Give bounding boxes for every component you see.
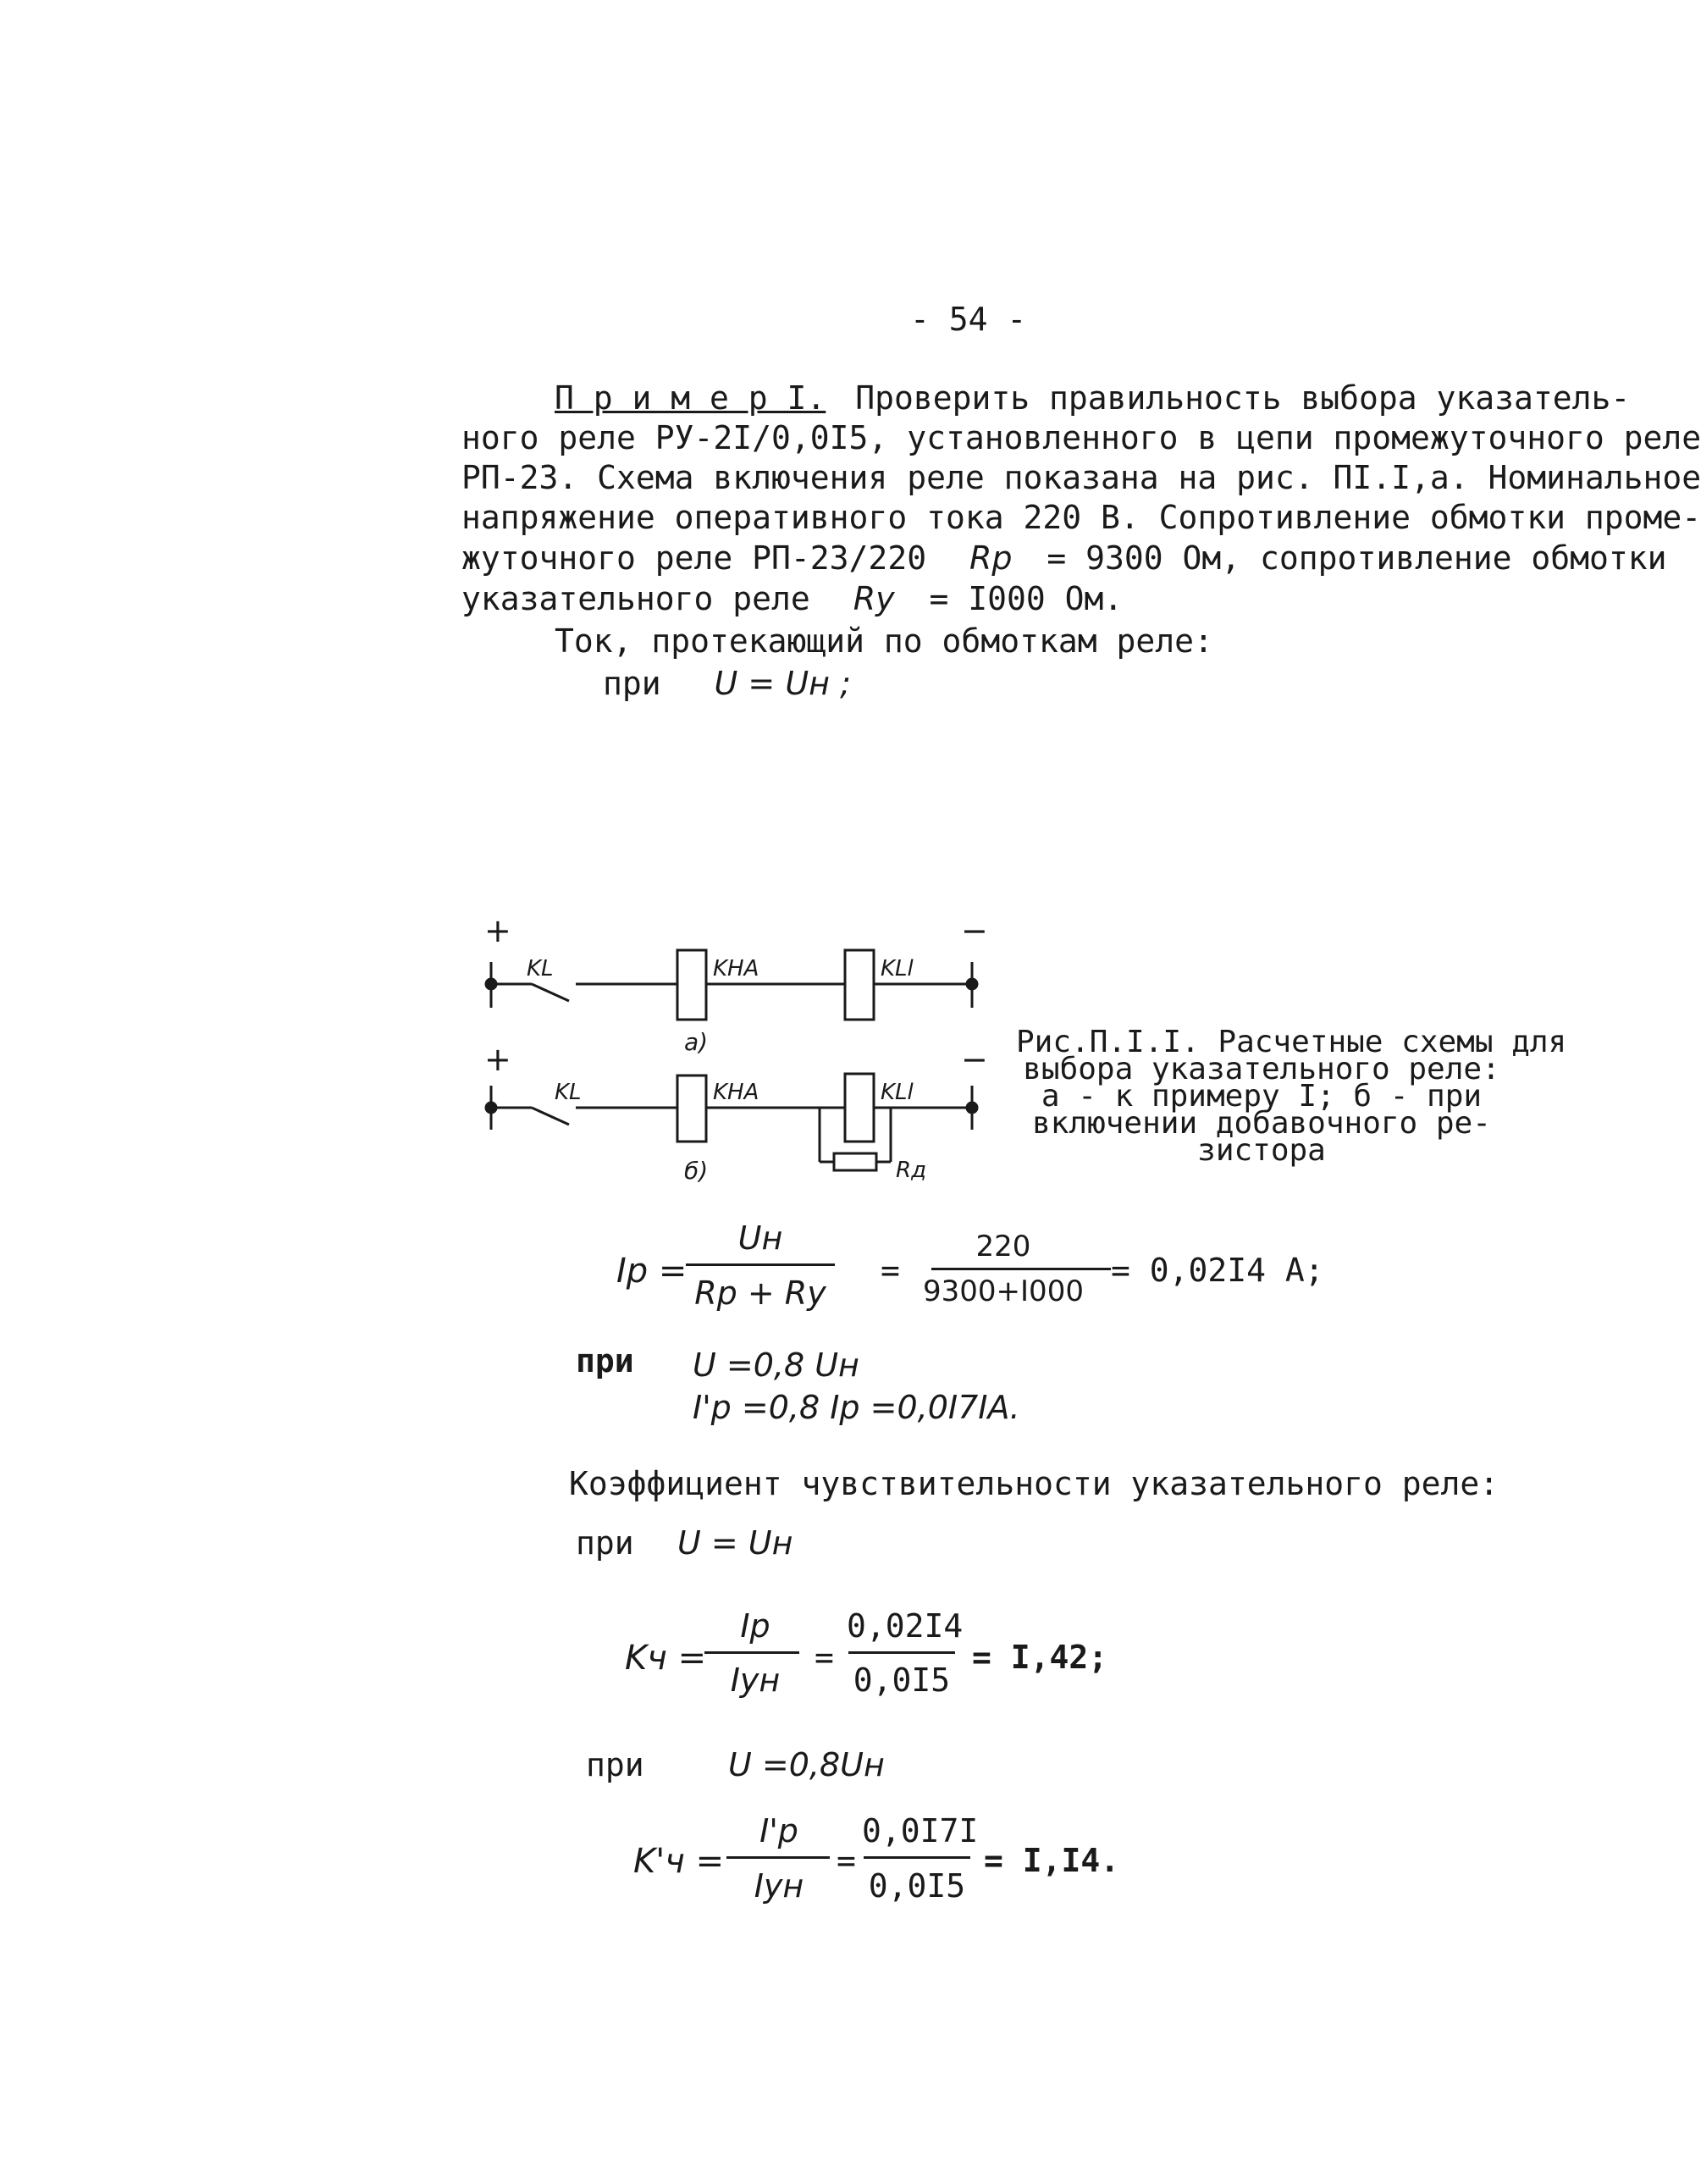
condition-3-expr: U = Uн bbox=[677, 1524, 793, 1562]
current-intro: Ток, протекающий по обмоткам реле: bbox=[555, 622, 1213, 660]
ku2-den: Iун bbox=[754, 1867, 804, 1905]
example-line6 bbox=[461, 580, 1123, 617]
example-line6-a: указательного реле bbox=[461, 580, 810, 617]
plus-a: + bbox=[484, 912, 511, 949]
condition-1-label: при bbox=[603, 665, 661, 702]
caption-line3: а - к примеру I; б - при bbox=[1041, 1079, 1483, 1114]
ku-lhs: Kч = bbox=[625, 1639, 707, 1678]
ku-den: Iун bbox=[730, 1661, 781, 1699]
caption-line5: зистора bbox=[1197, 1133, 1326, 1168]
coef-intro: Коэффициент чувствительности указательного реле: bbox=[569, 1465, 1499, 1502]
rp-symbol: Rр bbox=[969, 539, 1013, 577]
ku2-lhs: K'ч = bbox=[633, 1842, 725, 1881]
condition-2-line2: I'р =0,8 Iр =0,0I7IА. bbox=[693, 1389, 1020, 1426]
minus-b: − bbox=[961, 1041, 988, 1078]
ku2-num: I'р bbox=[759, 1812, 798, 1849]
condition-2-label: при bbox=[576, 1342, 634, 1380]
ku2-den2: 0,0I5 bbox=[868, 1867, 966, 1905]
condition-1-expr: U = Uн ; bbox=[714, 665, 851, 702]
condition-1 bbox=[603, 665, 851, 702]
ku2-fraction-bar-2 bbox=[864, 1856, 970, 1859]
ku2-fraction-bar bbox=[726, 1856, 830, 1859]
ip-result: = 0,02I4 А; bbox=[1111, 1252, 1324, 1289]
condition-4-expr: U =0,8Uн bbox=[728, 1746, 885, 1783]
ry-symbol: Rу bbox=[853, 580, 895, 617]
node-b-left bbox=[486, 1103, 496, 1113]
node-b-right bbox=[967, 1103, 977, 1113]
condition-2-line1: U =0,8 Uн bbox=[693, 1346, 859, 1384]
ku2-result: = I,I4. bbox=[984, 1842, 1120, 1879]
coil-kha-b bbox=[677, 1075, 706, 1142]
ku-fraction-bar bbox=[704, 1651, 799, 1654]
example-line3: РП-23. Схема включения реле показана на рис. ПI.I,а. Номинальное bbox=[461, 459, 1701, 496]
label-b: б) bbox=[684, 1157, 709, 1185]
example-line5-b: = 9300 Ом, сопротивление обмотки bbox=[1047, 539, 1667, 577]
example-line5-a: жуточного реле РП-23/220 bbox=[461, 539, 927, 577]
condition-4-label: при bbox=[586, 1746, 644, 1783]
kl-a-label: KL bbox=[527, 956, 554, 981]
resistor-rd bbox=[834, 1153, 876, 1170]
caption-line4: включении добавочного ре- bbox=[1032, 1106, 1491, 1141]
ku2-eq: = bbox=[837, 1842, 856, 1879]
kl1-b-label: KLl bbox=[881, 1080, 914, 1105]
caption-line1: Рис.П.I.I. Расчетные схемы для bbox=[1016, 1025, 1567, 1059]
ip-eq: = bbox=[881, 1252, 900, 1289]
example-line1: Проверить правильность выбора указатель- bbox=[855, 379, 1631, 417]
kha-b-label: KHA bbox=[713, 1080, 759, 1105]
ku-fraction-bar-2 bbox=[848, 1651, 955, 1654]
rd-label: Rд bbox=[896, 1158, 927, 1183]
ku-eq: = bbox=[815, 1639, 834, 1676]
ip-lhs: Iр = bbox=[616, 1252, 688, 1291]
page-number: - 54 - bbox=[910, 301, 1027, 338]
switch-a bbox=[532, 984, 569, 1001]
example-line5 bbox=[461, 539, 1666, 577]
ku-result: = I,42; bbox=[972, 1639, 1108, 1676]
condition-3-label: при bbox=[576, 1524, 634, 1562]
label-a: а) bbox=[684, 1028, 709, 1056]
ku-num: Iр bbox=[740, 1607, 770, 1645]
switch-b bbox=[532, 1108, 569, 1125]
ku-num2: 0,02I4 bbox=[847, 1607, 964, 1645]
ip-den: Rр + Rу bbox=[694, 1274, 826, 1312]
ip-fraction-bar bbox=[686, 1263, 835, 1266]
ip-num2: 220 bbox=[975, 1230, 1031, 1263]
example-line2: ного реле РУ-2I/0,0I5, установленного в цепи промежуточного реле bbox=[461, 419, 1701, 456]
ku2-num2: 0,0I7I bbox=[862, 1812, 979, 1849]
circuit-diagram bbox=[474, 906, 999, 1194]
kl-b-label: KL bbox=[555, 1080, 582, 1105]
example-line4: напряжение оперативного тока 220 В. Сопротивление обмотки проме- bbox=[461, 499, 1701, 536]
coil-kl1-a bbox=[845, 950, 874, 1020]
figure-caption bbox=[1016, 1025, 1567, 1168]
kha-a-label: KHA bbox=[713, 956, 759, 981]
plus-b: + bbox=[484, 1041, 511, 1078]
node-a-left bbox=[486, 979, 496, 989]
ip-num: Uн bbox=[737, 1219, 783, 1257]
minus-a: − bbox=[961, 912, 988, 949]
ip-fraction-bar-2 bbox=[931, 1268, 1111, 1270]
example-heading-text: П р и м е р I. bbox=[555, 379, 826, 417]
kl1-a-label: KLl bbox=[881, 956, 914, 981]
example-heading bbox=[555, 379, 1630, 417]
ip-den2: 9300+I000 bbox=[923, 1274, 1084, 1308]
caption-line2: выбора указательного реле: bbox=[1023, 1052, 1500, 1086]
node-a-right bbox=[967, 979, 977, 989]
coil-kha-a bbox=[677, 950, 706, 1020]
ku-den2: 0,0I5 bbox=[853, 1661, 951, 1699]
example-line6-b: = I000 Ом. bbox=[929, 580, 1124, 617]
coil-kl1-b bbox=[845, 1074, 874, 1142]
